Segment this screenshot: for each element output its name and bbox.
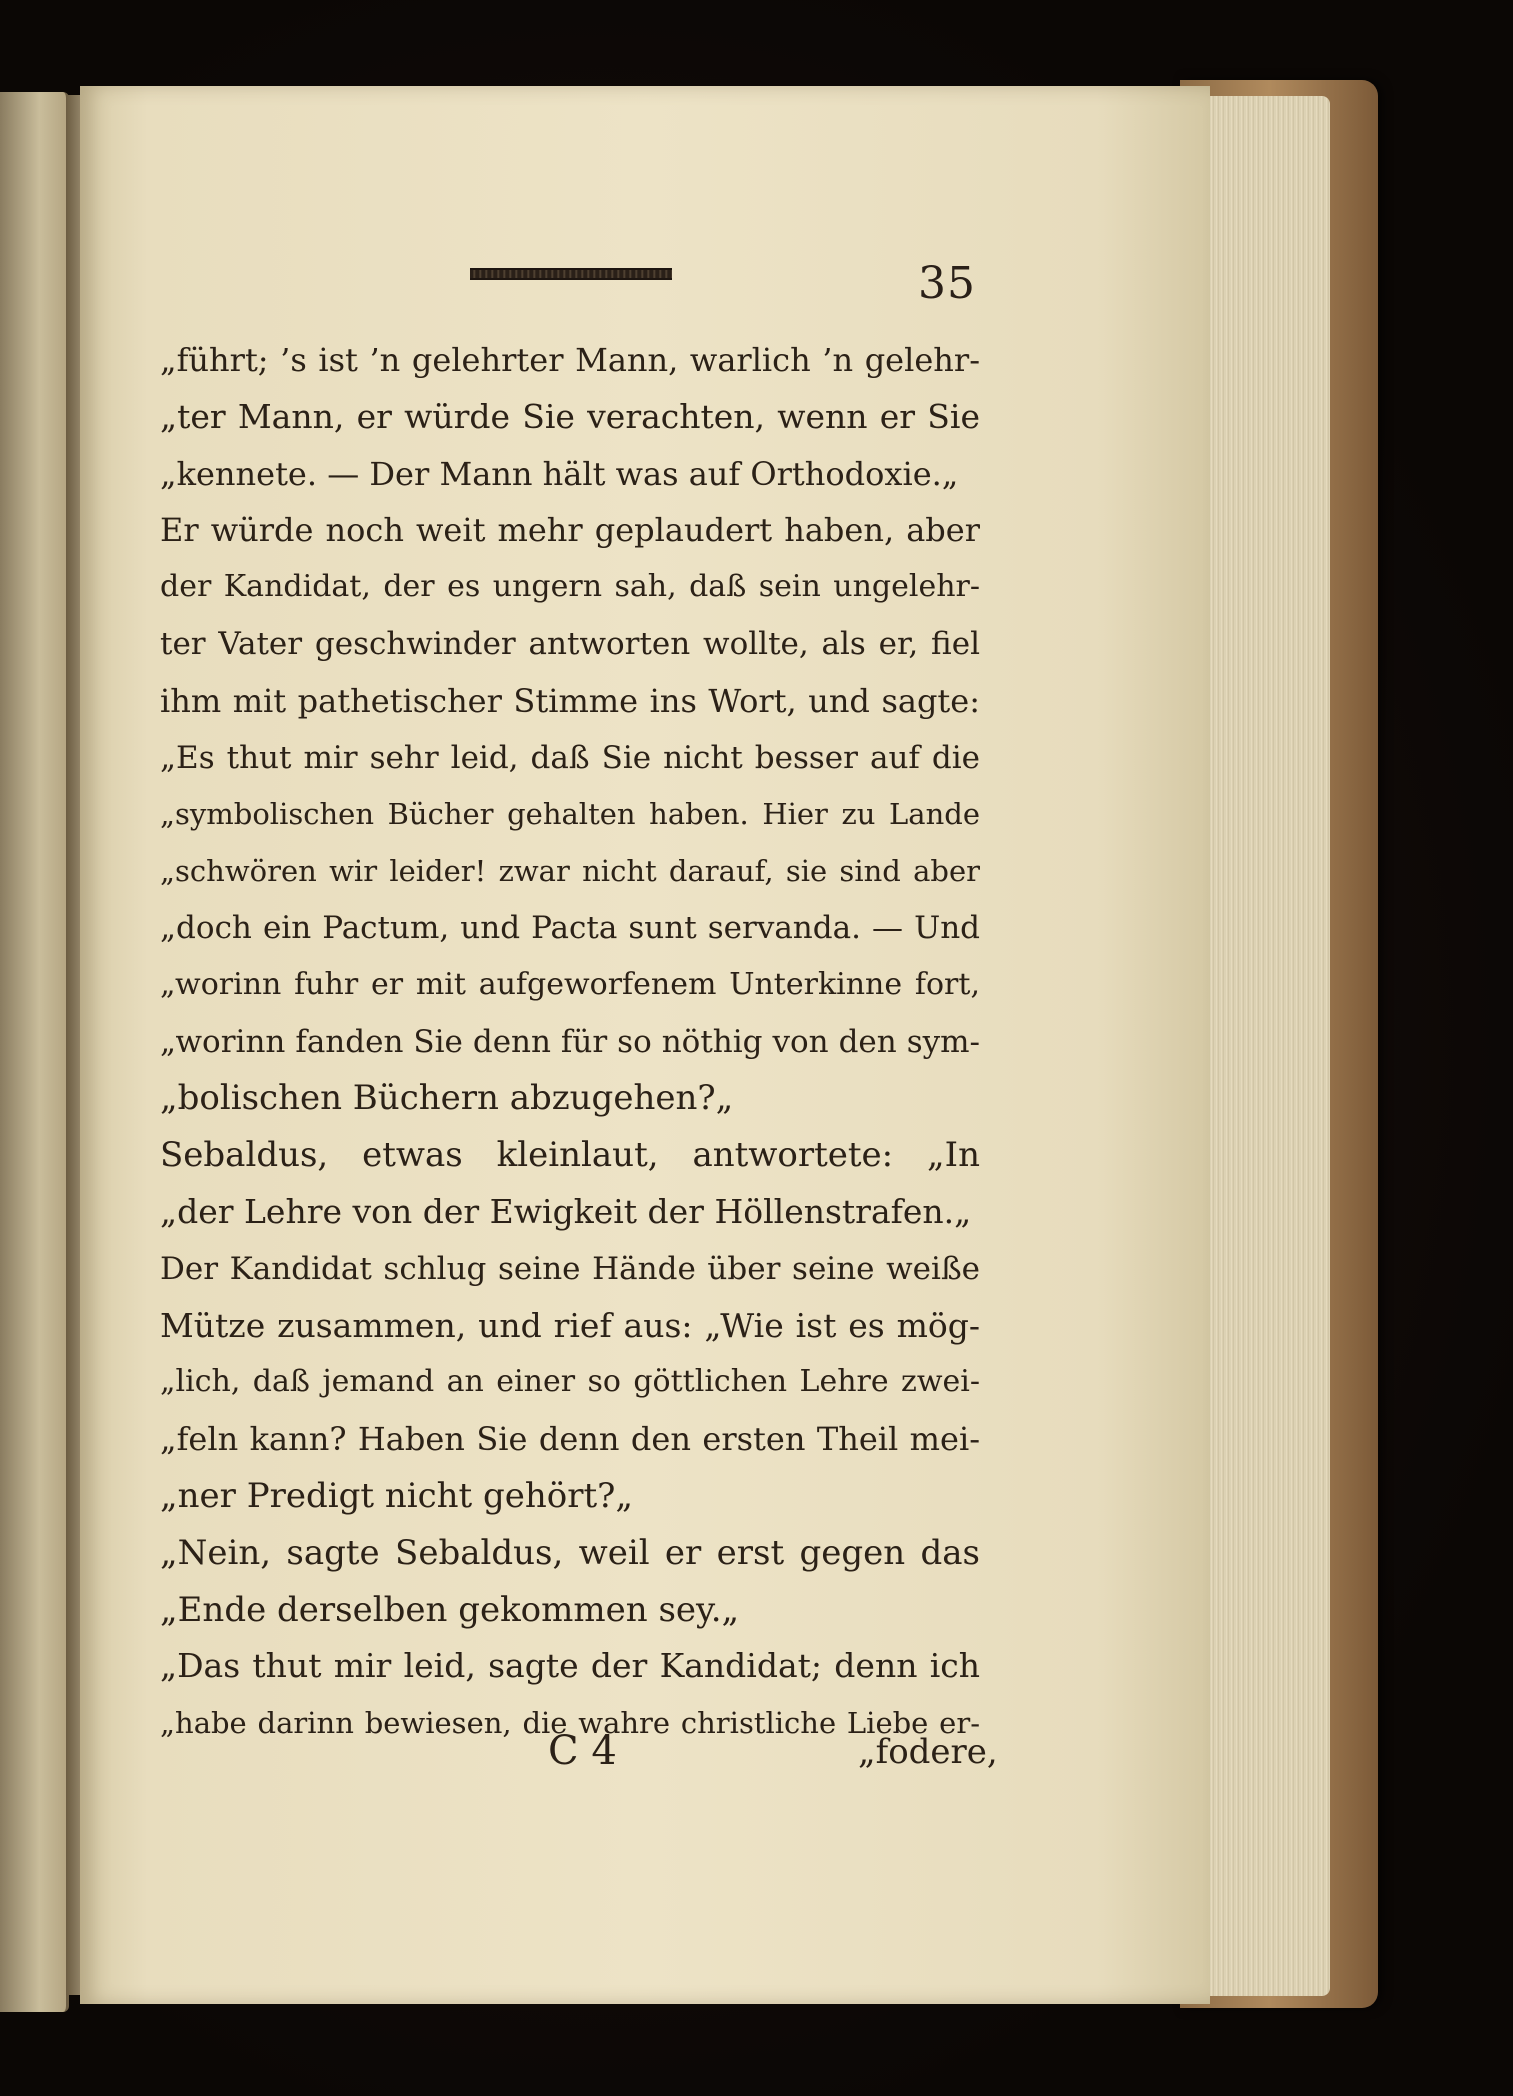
- text-line: „Das thut mir leid, sagte der Kandidat; denn ich: [160, 1646, 980, 1686]
- page-block-edges: [1200, 96, 1330, 1996]
- text-line: „der Lehre von der Ewigkeit der Höllenstrafen.„: [160, 1191, 972, 1231]
- text-line: „feln kann? Haben Sie denn den ersten Theil mei-: [160, 1420, 980, 1459]
- text-line: Er würde noch weit mehr geplaudert haben, aber: [160, 511, 980, 550]
- text-line: „Es thut mir sehr leid, daß Sie nicht besser auf die: [160, 739, 980, 776]
- page-number: 35: [918, 258, 976, 309]
- text-line: „ter Mann, er würde Sie verachten, wenn er Sie: [160, 396, 980, 436]
- text-line: „kennete. — Der Mann hält was auf Orthodoxie.„: [160, 454, 959, 493]
- text-line: „führt; ’s ist ’n gelehrter Mann, warlich ’n gelehr-: [160, 341, 980, 379]
- text-line: „symbolischen Bücher gehalten haben. Hier zu Lande: [160, 797, 980, 832]
- text-line: ter Vater geschwinder antworten wollte, als er, fiel: [160, 625, 980, 662]
- header-ornament-rule: [470, 268, 672, 280]
- text-line: „worinn fuhr er mit aufgeworfenem Unterkinne fort,: [160, 966, 980, 1002]
- text-line: „lich, daß jemand an einer so göttlichen Lehre zwei-: [160, 1364, 980, 1400]
- text-line: „bolischen Büchern abzugehen?„: [160, 1078, 734, 1119]
- body-text: [160, 332, 980, 1752]
- catchword: „fodere,: [858, 1732, 998, 1772]
- text-line: „doch ein Pactum, und Pacta sunt servanda. — Und: [160, 909, 980, 946]
- signature-mark: C 4: [548, 1728, 617, 1774]
- text-line: Sebaldus, etwas kleinlaut, antwortete: „In: [160, 1135, 980, 1176]
- text-line: „Ende derselben gekommen sey.„: [160, 1589, 740, 1630]
- left-page-edge: [0, 92, 69, 2012]
- text-line: Mütze zusammen, und rief aus: „Wie ist es mög-: [160, 1305, 980, 1345]
- text-line: „Nein, sagte Sebaldus, weil er erst gegen das: [160, 1532, 980, 1573]
- text-line: Der Kandidat schlug seine Hände über seine weiße: [160, 1250, 980, 1287]
- text-line: der Kandidat, der es ungern sah, daß sein ungelehr-: [160, 569, 980, 605]
- text-line: „worinn fanden Sie denn für so nöthig von den sym-: [160, 1023, 980, 1060]
- text-line: ihm mit pathetischer Stimme ins Wort, und sagte:: [160, 681, 980, 720]
- text-line: „ner Predigt nicht gehört?„: [160, 1475, 634, 1516]
- text-line: „habe darinn bewiesen, die wahre christliche Liebe er-: [160, 1706, 980, 1741]
- text-line: „schwören wir leider! zwar nicht darauf, sie sind aber: [160, 854, 980, 889]
